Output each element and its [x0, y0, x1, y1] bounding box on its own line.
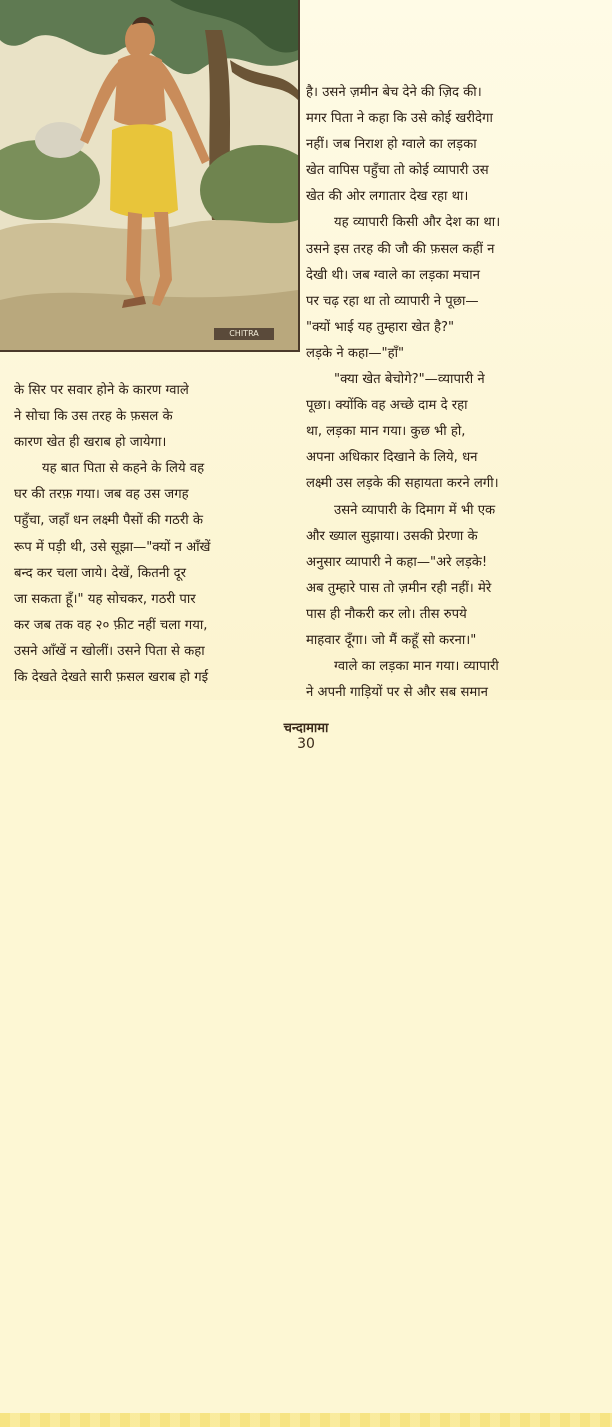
text-line: घर की तरफ़ गया। जब वह उस जगह: [14, 487, 189, 503]
text-line: बन्द कर चला जाये। देखें, कितनी दूर: [14, 565, 187, 581]
left-column-text: [14, 378, 298, 691]
text-line: "क्यों भाई यह तुम्हारा खेत है?": [306, 319, 455, 335]
text-line: कारण खेत ही खराब हो जायेगा।: [14, 435, 167, 451]
text-line: पास ही नौकरी कर लो। तीस रुपये: [306, 606, 467, 622]
text-line: पर चढ़ रहा था तो व्यापारी ने पूछा—: [306, 293, 479, 309]
boy-walking-illustration: [0, 0, 298, 350]
text-line: नहीं। जब निराश हो ग्वाले का लड़का: [306, 137, 477, 153]
text-line: लक्ष्मी उस लड़के की सहायता करने लगी।: [306, 476, 499, 492]
text-line: उसने आँखें न खोलीं। उसने पिता से कहा: [14, 643, 205, 659]
text-line: रूप में पड़ी थी, उसे सूझा—"क्यों न आँखें: [14, 539, 211, 555]
decorative-band: [0, 1413, 612, 1427]
text-line: "क्या खेत बेचोगे?"—व्यापारी ने: [334, 372, 485, 388]
text-line: यह व्यापारी किसी और देश का था।: [334, 215, 501, 231]
text-line: मगर पिता ने कहा कि उसे कोई खरीदेगा: [306, 111, 493, 127]
text-line: ने सोचा कि उस तरह के फ़सल के: [14, 409, 173, 425]
text-line: अपना अधिकार दिखाने के लिये, धन: [306, 450, 478, 466]
text-line: पहुँचा, जहाँ धन लक्ष्मी पैसों की गठरी के: [14, 513, 203, 529]
text-line: कि देखते देखते सारी फ़सल खराब हो गई: [14, 670, 209, 686]
text-line: और ख्याल सुझाया। उसकी प्रेरणा के: [306, 528, 478, 544]
magazine-title: चन्दामामा: [283, 721, 329, 736]
story-illustration: [0, 0, 300, 352]
text-line: कर जब तक वह २० फ़ीट नहीं चला गया,: [14, 617, 208, 633]
text-line: उसने व्यापारी के दिमाग में भी एक: [334, 502, 496, 518]
text-line: है। उसने ज़मीन बेच देने की ज़िद की।: [306, 85, 482, 100]
artist-signature: CHITRA: [214, 328, 274, 340]
page-number: 30: [297, 736, 315, 752]
text-line: खेत वापिस पहुँचा तो कोई व्यापारी उस: [306, 163, 489, 179]
text-line: के सिर पर सवार होने के कारण ग्वाले: [14, 383, 189, 398]
right-column-text: [306, 80, 588, 706]
text-line: अनुसार व्यापारी ने कहा—"अरे लड़के!: [306, 554, 488, 570]
text-line: जा सकता हूँ।" यह सोचकर, गठरी पार: [14, 591, 196, 607]
text-line: खेत की ओर लगातार देख रहा था।: [306, 189, 469, 205]
text-line: यह बात पिता से कहने के लिये वह: [42, 461, 205, 477]
text-line: उसने इस तरह की जौ की फ़सल कहीं न: [306, 241, 495, 257]
text-line: ग्वाले का लड़का मान गया। व्यापारी: [334, 659, 499, 675]
text-line: माहवार दूँगा। जो मैं कहूँ सो करना।": [306, 632, 477, 648]
text-line: देखी थी। जब ग्वाले का लड़का मचान: [306, 267, 480, 283]
text-line: ने अपनी गाड़ियों पर से और सब समान: [306, 685, 489, 701]
text-line: अब तुम्हारे पास तो ज़मीन रही नहीं। मेरे: [306, 580, 492, 596]
text-line: पूछा। क्योंकि वह अच्छे दाम दे रहा: [306, 398, 468, 414]
text-line: लड़के ने कहा—"हाँ": [306, 345, 405, 361]
text-line: था, लड़का मान गया। कुछ भी हो,: [306, 424, 466, 440]
